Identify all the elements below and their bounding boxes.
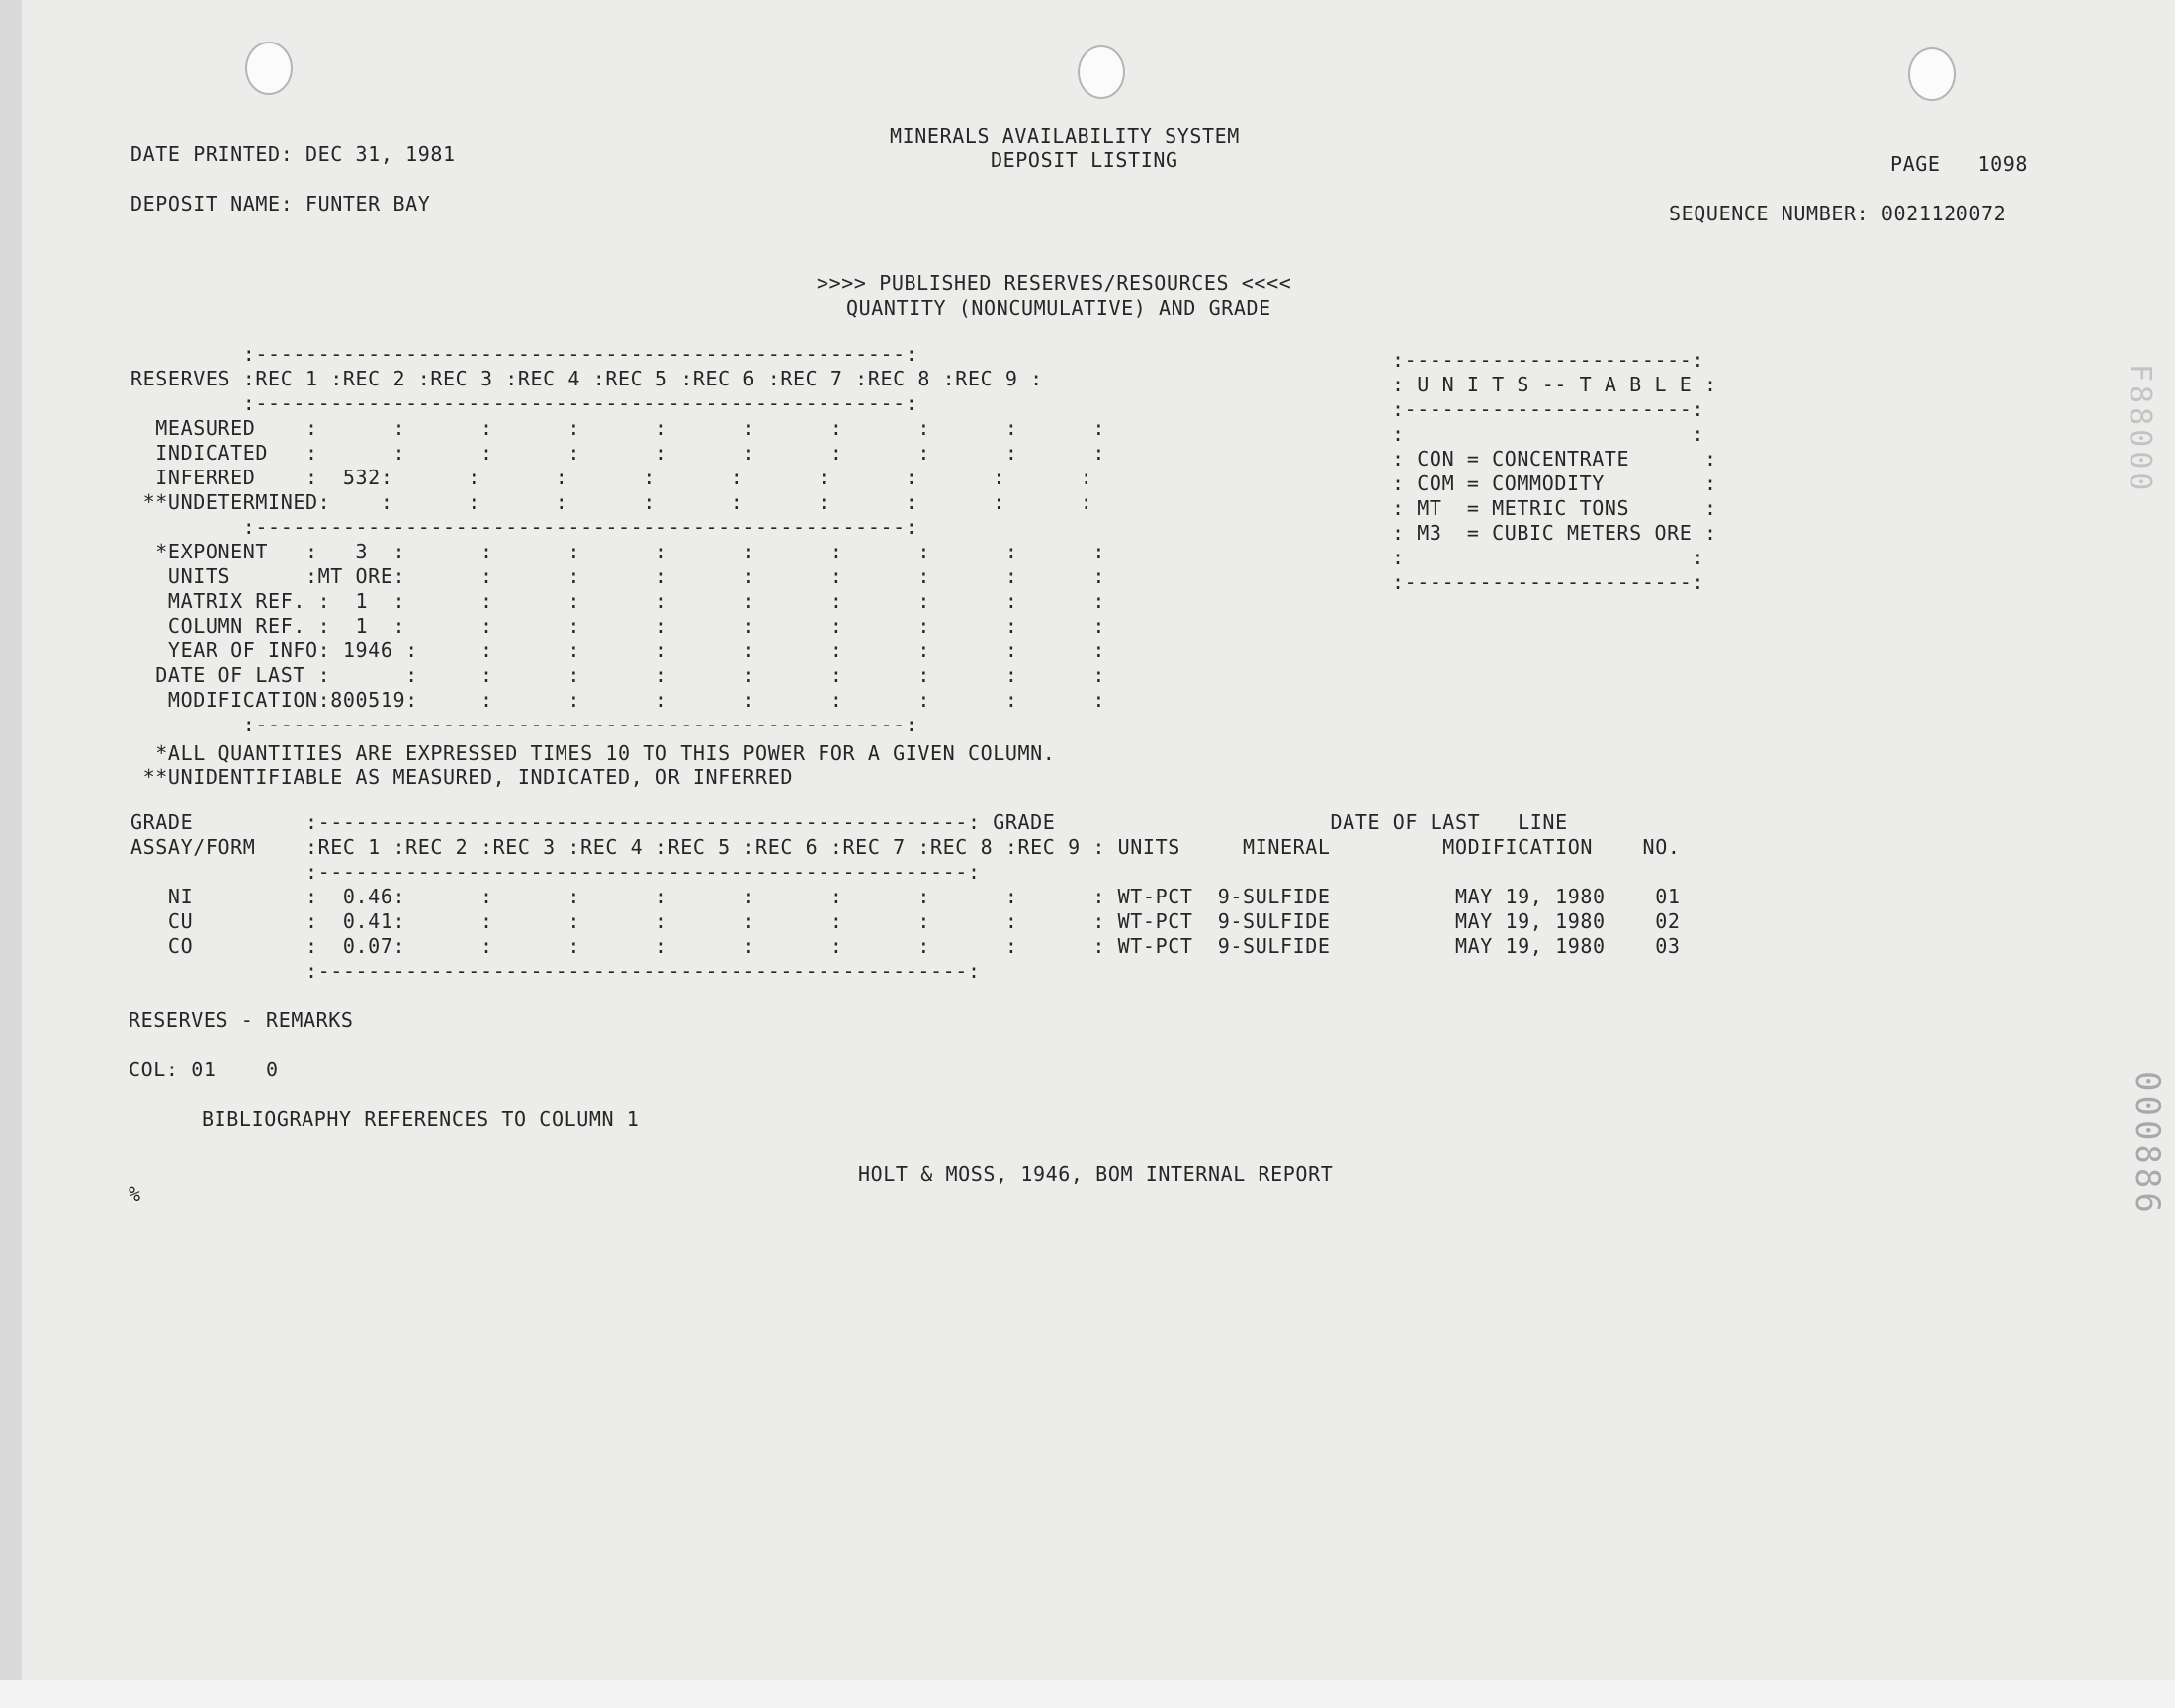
reserves-line-1: :----------------------------------------------------: xyxy=(130,342,918,366)
section-title: >>>> PUBLISHED RESERVES/RESOURCES <<<< xyxy=(817,271,1292,295)
reserves-line-9: *EXPONENT : 3 : : : : : : : : : xyxy=(130,540,1105,563)
scan-bottom-edge xyxy=(0,1680,2175,1708)
footnote-undetermined: **UNIDENTIFIABLE AS MEASURED, INDICATED, OR INFERRED xyxy=(130,765,793,789)
listing-title: DEPOSIT LISTING xyxy=(991,148,1178,172)
units-line-3: :-----------------------: xyxy=(1392,397,1705,421)
bibliography-heading: BIBLIOGRAPHY REFERENCES TO COLUMN 1 xyxy=(202,1107,640,1131)
units-line-6: : COM = COMMODITY : xyxy=(1392,471,1717,495)
bibliography-reference: HOLT & MOSS, 1946, BOM INTERNAL REPORT xyxy=(858,1162,1334,1186)
units-line-4: : : xyxy=(1392,422,1705,446)
units-line-10: :-----------------------: xyxy=(1392,570,1705,594)
system-title: MINERALS AVAILABILITY SYSTEM xyxy=(890,125,1240,148)
punch-hole-left xyxy=(245,42,293,95)
reserves-line-11: MATRIX REF. : 1 : : : : : : : : : xyxy=(130,589,1105,613)
grade-line-7: :----------------------------------------------------: xyxy=(130,959,981,982)
reserves-line-5: INDICATED : : : : : : : : : : xyxy=(130,441,1105,465)
reserves-table xyxy=(130,342,1105,737)
grade-table xyxy=(130,811,1681,983)
remarks-title: RESERVES - REMARKS xyxy=(129,1008,354,1032)
units-line-1: :-----------------------: xyxy=(1392,348,1705,372)
units-line-5: : CON = CONCENTRATE : xyxy=(1392,447,1717,470)
grade-line-1: GRADE :----------------------------------------------------: GRADE DATE OF LAST LINE xyxy=(130,811,1568,834)
reserves-line-14: DATE OF LAST : : : : : : : : : : xyxy=(130,663,1105,687)
reserves-line-7: **UNDETERMINED: : : : : : : : : : xyxy=(130,490,1093,514)
units-table xyxy=(1392,348,1717,595)
reserves-line-12: COLUMN REF. : 1 : : : : : : : : : xyxy=(130,614,1105,638)
units-line-2: : U N I T S -- T A B L E : xyxy=(1392,373,1717,396)
date-printed: DATE PRINTED: DEC 31, 1981 xyxy=(130,142,456,166)
footnote-exponent: *ALL QUANTITIES ARE EXPRESSED TIMES 10 TO THIS POWER FOR A GIVEN COLUMN. xyxy=(130,741,1056,765)
units-line-7: : MT = METRIC TONS : xyxy=(1392,496,1717,520)
reserves-line-15: MODIFICATION:800519: : : : : : : : : xyxy=(130,688,1105,712)
page-number: PAGE 1098 xyxy=(1890,152,2029,176)
percent-mark: % xyxy=(129,1182,141,1206)
reserves-line-13: YEAR OF INFO: 1946 : : : : : : : : : xyxy=(130,639,1105,662)
grade-line-5: CU : 0.41: : : : : : : : : WT-PCT 9-SULFIDE MAY 19, 1980 02 xyxy=(130,909,1681,933)
reserves-line-6: INFERRED : 532: : : : : : : : : xyxy=(130,466,1093,489)
faint-margin-stamp: F88000 xyxy=(2123,364,2157,495)
grade-line-3: :----------------------------------------------------: xyxy=(130,860,981,884)
grade-line-6: CO : 0.07: : : : : : : : : WT-PCT 9-SULFIDE MAY 19, 1980 03 xyxy=(130,934,1681,958)
reserves-line-10: UNITS :MT ORE: : : : : : : : : xyxy=(130,564,1105,588)
reserves-line-4: MEASURED : : : : : : : : : : xyxy=(130,416,1105,440)
reserves-line-16: :----------------------------------------------------: xyxy=(130,713,918,736)
grade-line-2: ASSAY/FORM :REC 1 :REC 2 :REC 3 :REC 4 :REC 5 :REC 6 :REC 7 :REC 8 :REC 9 : UNITS MINERAL MODIFICATION NO. xyxy=(130,835,1681,859)
units-line-8: : M3 = CUBIC METERS ORE : xyxy=(1392,521,1717,545)
deposit-name: DEPOSIT NAME: FUNTER BAY xyxy=(130,192,431,215)
units-line-9: : : xyxy=(1392,546,1705,569)
grade-line-4: NI : 0.46: : : : : : : : : WT-PCT 9-SULFIDE MAY 19, 1980 01 xyxy=(130,885,1681,908)
reserves-line-3: :----------------------------------------------------: xyxy=(130,391,918,415)
reserves-line-8: :----------------------------------------------------: xyxy=(130,515,918,539)
sequence-number: SEQUENCE NUMBER: 0021120072 xyxy=(1669,202,2007,225)
reserves-line-2: RESERVES :REC 1 :REC 2 :REC 3 :REC 4 :REC 5 :REC 6 :REC 7 :REC 8 :REC 9 : xyxy=(130,367,1043,390)
punch-hole-center xyxy=(1078,45,1125,99)
document-page xyxy=(22,0,2175,1680)
margin-stamp: 000886 xyxy=(2128,1071,2167,1217)
col-line: COL: 01 0 xyxy=(129,1058,279,1081)
punch-hole-right xyxy=(1908,47,1956,101)
section-subtitle: QUANTITY (NONCUMULATIVE) AND GRADE xyxy=(846,297,1271,320)
